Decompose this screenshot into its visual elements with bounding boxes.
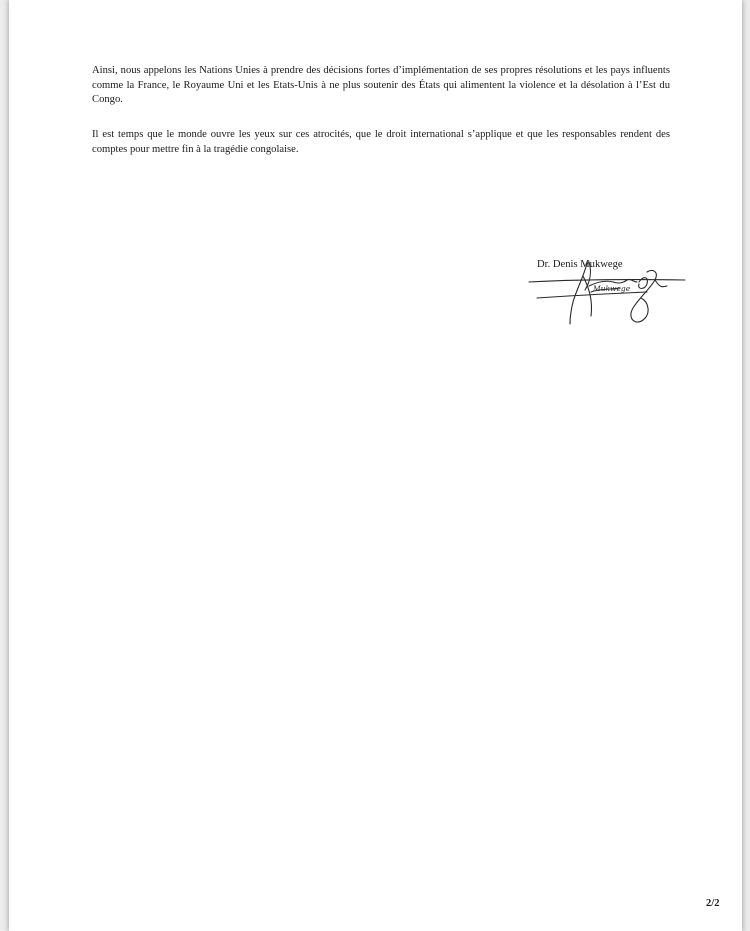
paragraph-appeal: Ainsi, nous appelons les Nations Unies à prendre des décisions fortes d’implémentation de ses propres résolutions et les pays influents comme la France, le Royaume Uni et les Etats-Unis à ne plus soutenir des États qui alimentent la violence et la désolation à l’Est du Congo. [92, 65, 670, 106]
signature-text: Mukwege [593, 284, 631, 293]
signer-name: Dr. Denis Mukwege [537, 259, 623, 270]
page-number: 2/2 [706, 898, 720, 909]
paragraph-call-to-action: Il est temps que le monde ouvre les yeux sur ces atrocités, que le droit international s’applique et que les responsables rendent des comptes pour mettre fin à la tragédie congolaise. [92, 129, 670, 155]
handwritten-signature [527, 258, 697, 328]
document-page [9, 0, 742, 931]
